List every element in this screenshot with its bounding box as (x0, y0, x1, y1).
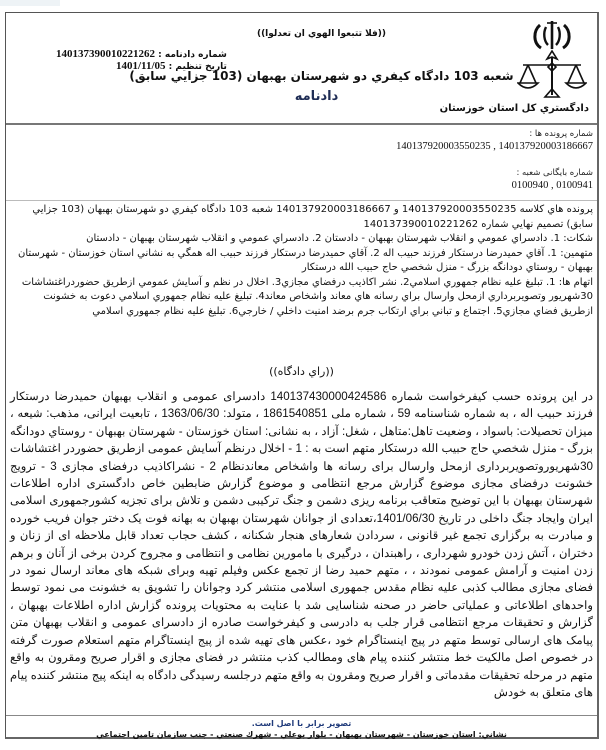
archive-numbers: 0100941 , 0100940 (511, 180, 593, 191)
verdict-document (5, 12, 599, 739)
footer-divider (6, 715, 597, 716)
certified-copy-note: تصوير برابر با اصل است. (251, 719, 352, 728)
files-line: پرونده هاي كلاسه 140137920003550235 و 140137920003186667 شعبه 103 دادگاه كيفري دو شهرستان بهبهان (103 جزايي سابق) تصميم نهايي شماره 140137390010221262 (32, 204, 593, 230)
archive-label: شماره بایگانی شعبه : (516, 168, 593, 178)
document-footer (6, 718, 597, 740)
issue-date: 1401/11/05 (116, 60, 166, 72)
complainants: شكات: 1. دادسراي عمومي و انقلاب شهرستان بهبهان - دادستان 2. دادسراي عمومي و انقلاب شهرستان بهبهان - دادستان (86, 233, 593, 244)
verse: ((فلا تتبعوا الهوي ان تعدلوا)) (256, 29, 387, 39)
verdict-number-label: شماره دادنامه : (158, 50, 227, 60)
header-divider (6, 123, 597, 125)
case-info (6, 127, 597, 199)
verdict-heading: ((راي دادگاه)) (269, 365, 334, 378)
charges: اتهام ها: 1. تبليغ عليه نظام جمهوري اسلامي2. نشر اكاذيب درفضاي مجازي3. اخلال در نظم و آسايش عمومي ازطريق حضوردراغتشاشات 30شهريور وتصويربرداري ازمحل وارسال براي رسانه هاي معاند واشخاص معاند4. تبليغ عليه نظام جمهوري اسلامي دعوت به خشونت ازطريق فضاي مجازي5. اجتماع و تباني براي ارتكاب جرم برضد امنيت داخلي / خارجي6. تبليغ عليه نظام جمهوري اسلامي (21, 276, 593, 317)
scan-artifact (0, 0, 60, 6)
case-summary (6, 203, 597, 319)
organization-name: دادگستري كل استان خوزستان (439, 103, 589, 114)
verdict-number: 140137390010221262 (56, 48, 155, 60)
court-branch: شعبه 103 دادگاه كيفري دو شهرستان بهبهان (103 جزايي سابق) (129, 69, 514, 83)
issue-date-label: تاريخ تنظيم : (168, 62, 227, 72)
document-title: دادنامه (294, 89, 339, 104)
case-info-divider (6, 200, 597, 201)
court-address: نشاني: استان خوزستان - شهرستان بهبهان - بلوار بوعلي - شهرك صنعتي - جنب سازمان تامين اجتماعي (96, 730, 507, 739)
file-numbers: 140137920003186667 , 140137920003550235 (396, 141, 593, 152)
defendants: متهمين: 1. آقاي حميدرضا درستكار فرزند حبيب اله 2. آقاي حميدرضا درستكار فرزند حبيب اله همگي به نشاني استان خوزستان - شهرستان بهبهان - روستاي دودانگه بزرگ - منزل شخصي حاج حبيب الله درستكار (18, 247, 593, 273)
file-numbers-label: شماره پرونده ها : (529, 129, 593, 139)
verdict-body: در این پرونده حسب کیفرخواست شماره 140137430000424586 دادسرای عمومی و انقلاب بهبهان حمیدرضا درستکار فرزند حبیب اله ، به شماره شناسنامه 59 ، شماره ملی 1861540851 ، متولد: 1363/06/30 ، تابعیت ایرانی، مذهب: شیعه ، میزان تحصیلات: باسواد ، وضعیت تاهل:متاهل ، شغل: آزاد ، به نشانی: استان خوزستان - شهرستان بهبهان - روستاي دودانگه بزرگ - منزل شخصي حاج حبيب الله درستكار متهم است به : 1 - اخلال درنظم آسایش عمومی ازطریق حضوردر اغتشاشات 30شهریوروتصویربرداری ازمحل وارسال برای رسانه ها واشخاص معاندنظام 2 - نشراکاذیب درفضای مجازی 3 - ترویج خشونت درفضای مجازی موضوع گزارش مرجع انتظامی و موضوع گزارش ضابطین خاص دادگستری اداره اطلاعات شهرستان بهبهان با این توضیح متعاقب برنامه ریزی دشمن و جنگ ترکیبی دشمن و تلاش برای تجزیه کشورجمهوری اسلامی ایران وایجاد جنگ داخلی در تاریخ 1401/06/30،تعدادی از جوانان شهرستان بهبهان به بهانه فوت یک دختر جوان فریب خورده و مبادرت به برگزاری تجمع غیر قانونی ، سردادن شعارهای هنجار شکنانه ، کشف حجاب تعداد قابل ملاحظه ای از زنان و دختران ، آتش زدن خودرو شهرداری ، راهبندان ، درگیری با مامورین نظامی و انتظامی و مجروح کردن برخی از آنان و برهم زدن امنیت و آرامش عمومی نمودند ، ، متهم حمید رضا از تجمع عکس وفیلم تهیه وبرای شبکه های معاند ارسال نمود در فضای مجازی مطالب کذبی علیه نظام مقدس جمهوری اسلامی منتشر کرد وجوانان را تشویق به خشونت می نمود توسط واحدهای اطلاعاتی و عملیاتی حاضر در صحنه شناسایی شد با عنایت به محتویات پرونده گزارش اداره اطلاعات بهبهان ، گزارش و تحقیقات مرجع انتظامی قرار جلب به دادرسی و کیفرخواست صادره از دادسرای عمومی و انقلاب بهبهان متن پیامک های ارسالی توسط متهم در پیج اینستاگرام خود ،عکس های تهیه شده از پیج اینستاگرام متهم استعلام صورت گرفته در خصوص اصل مالکیت خط منتشر کننده پیام های ومطالب کذب منتشر در فضای مجازی و اقرار صریح ومقرون به واقع متهم در مرحله تحقیقات مقدماتی و اقرار صریح ومقرون به واقع متهم درجلسه رسیدگی دادگاه به اینکه پیج منتشر کننده پیام های متعلق به خودش (10, 390, 594, 699)
document-header (6, 13, 597, 124)
